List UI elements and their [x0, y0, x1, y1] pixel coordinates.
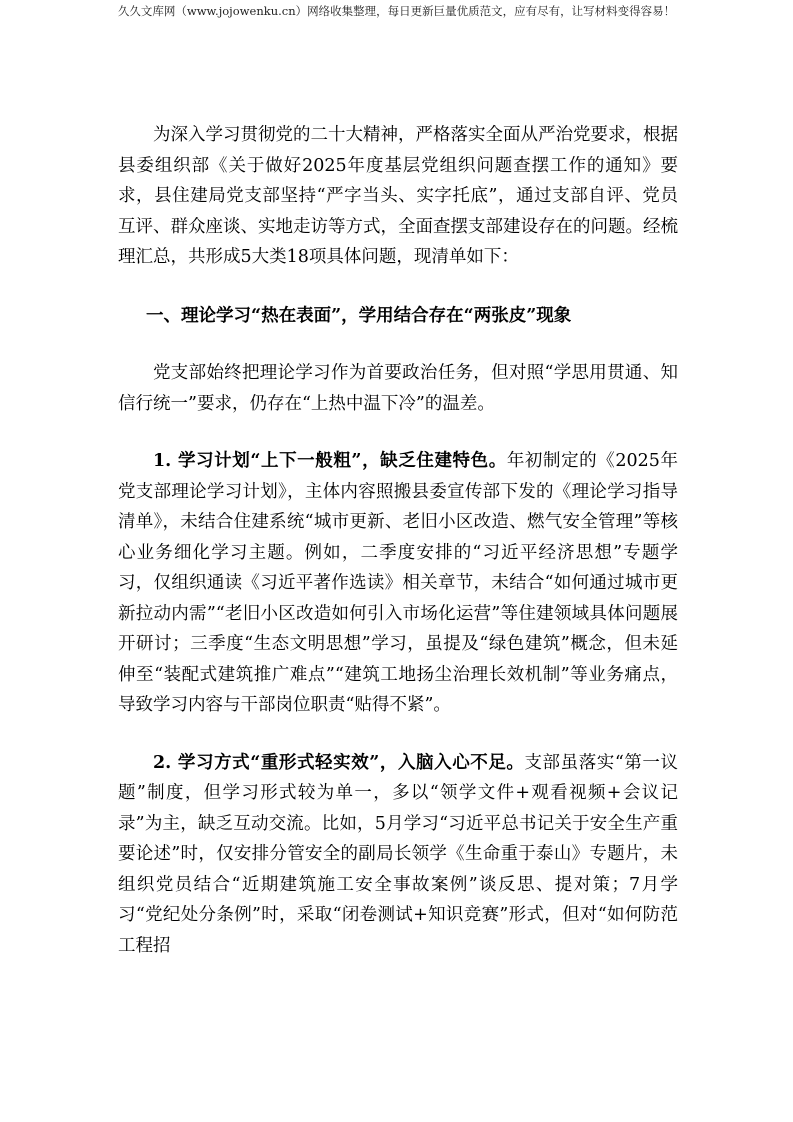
page-header: 久久文库网（www.jojowenku.cn）网络收集整理，每日更新巨量优质范文，应有尽有，让写材料变得容易！: [117, 4, 676, 18]
item-2-body: 支部虽落实“第一议题”制度，但学习形式较为单一，多以“领学文件+观看视频+会议记录”为主，缺乏互动交流。比如，5月学习“习近平总书记关于安全生产重要论述”时，仅安排分管安全的副局长领学《生命重于泰山》专题片，未组织党员结合“近期建筑施工安全事故案例”谈反思、提对策；7月学习“党纪处分条例”时，采取“闭卷测试+知识竞赛”形式，但对“如何防范工程招: [118, 752, 678, 956]
document-body: [118, 120, 678, 988]
intro-paragraph: 为深入学习贯彻党的二十大精神，严格落实全面从严治党要求，根据县委组织部《关于做好2025年度基层党组织问题查摆工作的通知》要求，县住建局党支部坚持“严字当头、实字托底”，通过支部自评、党员互评、群众座谈、实地走访等方式，全面查摆支部建设存在的问题。经梳理汇总，共形成5大类18项具体问题，现清单如下：: [118, 125, 678, 267]
item-2-heading: 2. 学习方式“重形式轻实效”，入脑入心不足。: [153, 752, 525, 773]
section-1-title: 一、理论学习“热在表面”，学用结合存在“两张皮”现象: [146, 305, 572, 326]
item-2-paragraph: [118, 748, 678, 962]
item-1-paragraph: [118, 446, 678, 721]
item-1-heading: 1. 学习计划“上下一般粗”，缺乏住建特色。: [153, 451, 507, 471]
item-1-body: 年初制定的《2025年党支部理论学习计划》，主体内容照搬县委宣传部下发的《理论学习指导清单》，未结合住建系统“城市更新、老旧小区改造、燃气安全管理”等核心业务细化学习主题。例如，二季度安排的“习近平经济思想”专题学习，仅组织通读《习近平著作选读》相关章节，未结合“如何通过城市更新拉动内需”“老旧小区改造如何引入市场化运营”等住建领域具体问题展开研讨；三季度“生态文明思想”学习，虽提及“绿色建筑”概念，但未延伸至“装配式建筑推广难点”“建筑工地扬尘治理长效机制”等业务痛点，导致学习内容与干部岗位职责“贴得不紧”。: [118, 451, 678, 715]
section-1-lead: 党支部始终把理论学习作为首要政治任务，但对照“学思用贯通、知信行统一”要求，仍存在“上热中温下冷”的温差。: [118, 363, 678, 414]
